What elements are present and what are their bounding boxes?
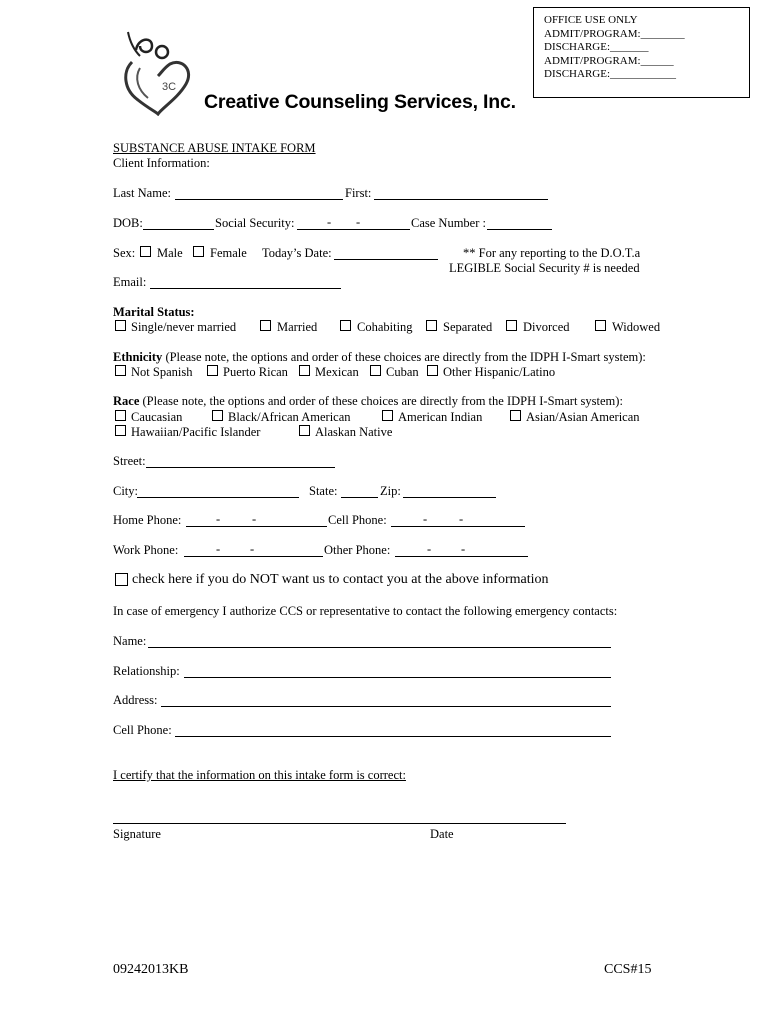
female-label: Female <box>210 246 247 260</box>
race-option-label: Hawaiian/Pacific Islander <box>131 425 261 439</box>
marital-option-label: Single/never married <box>131 320 237 334</box>
phone-dash: - <box>423 512 428 526</box>
dob-label: DOB: <box>113 216 143 230</box>
emergency-authorization: In case of emergency I authorize CCS or representative to contact the following emergency contacts: <box>113 604 618 618</box>
work-phone-label: Work Phone: <box>113 543 179 557</box>
emergency-address-label: Address: <box>113 693 158 707</box>
marital-option-label: Separated <box>443 320 493 334</box>
office-use-line: DISCHARGE:_______ <box>544 41 649 53</box>
office-use-line: OFFICE USE ONLY <box>544 14 638 26</box>
certify-statement: I certify that the information on this intake form is correct: <box>113 768 406 782</box>
marital-divorced-checkbox[interactable] <box>506 320 517 331</box>
email-field[interactable] <box>150 288 341 289</box>
first-name-label: First: <box>345 186 372 200</box>
ethnicity-cuban-checkbox[interactable] <box>370 365 381 376</box>
zip-field[interactable] <box>403 497 496 498</box>
race-option-label: American Indian <box>398 410 483 424</box>
dob-field[interactable] <box>143 229 214 230</box>
race-asian-checkbox[interactable] <box>510 410 521 421</box>
ethnicity-mexican-checkbox[interactable] <box>299 365 310 376</box>
street-field[interactable] <box>146 467 335 468</box>
male-label: Male <box>157 246 183 260</box>
footer-form-number: CCS#15 <box>604 962 652 977</box>
zip-label: Zip: <box>380 484 401 498</box>
email-label: Email: <box>113 275 147 289</box>
race-option-label: Caucasian <box>131 410 183 424</box>
footer-form-code: 09242013KB <box>113 962 189 977</box>
company-name: Creative Counseling Services, Inc. <box>204 91 516 113</box>
phone-dash: - <box>252 512 257 526</box>
ethnicity-not-spanish-checkbox[interactable] <box>115 365 126 376</box>
phone-dash: - <box>216 542 221 556</box>
date-label: Date <box>430 827 454 841</box>
no-contact-checkbox[interactable] <box>115 573 128 586</box>
phone-dash: - <box>250 542 255 556</box>
state-label: State: <box>309 484 338 498</box>
ethnicity-note: (Please note, the options and order of these choices are directly from the IDPH I-Smart system): <box>162 350 646 364</box>
ssn-dash: - <box>356 215 361 229</box>
cell-phone-field[interactable] <box>391 526 525 527</box>
phone-dash: - <box>459 512 464 526</box>
first-name-field[interactable] <box>374 199 548 200</box>
race-alaskan-checkbox[interactable] <box>299 425 310 436</box>
race-option-label: Black/African American <box>228 410 351 424</box>
race-note: (Please note, the options and order of these choices are directly from the IDPH I-Smart system): <box>139 394 623 408</box>
sex-label: Sex: <box>113 246 136 260</box>
emergency-relationship-field[interactable] <box>184 677 611 678</box>
emergency-cell-label: Cell Phone: <box>113 723 172 737</box>
todays-date-field[interactable] <box>334 259 438 260</box>
marital-single-checkbox[interactable] <box>115 320 126 331</box>
ccs-heart-figure-icon <box>118 28 198 116</box>
race-caucasian-checkbox[interactable] <box>115 410 126 421</box>
todays-date-label: Today’s Date: <box>262 246 332 260</box>
svg-text:3C: 3C <box>162 81 177 93</box>
marital-option-label: Widowed <box>612 320 661 334</box>
race-hawaiian-checkbox[interactable] <box>115 425 126 436</box>
ethnicity-option-label: Puerto Rican <box>223 365 288 379</box>
form-title: SUBSTANCE ABUSE INTAKE FORM <box>113 141 316 155</box>
ethnicity-heading: Ethnicity <box>113 350 163 364</box>
other-phone-label: Other Phone: <box>324 543 391 557</box>
emergency-name-field[interactable] <box>148 647 611 648</box>
ssn-label: Social Security: <box>215 216 295 230</box>
emergency-address-field[interactable] <box>161 706 611 707</box>
ethnicity-option-label: Cuban <box>386 365 419 379</box>
city-field[interactable] <box>137 497 299 498</box>
no-contact-label: check here if you do NOT want us to contact you at the above information <box>132 572 549 587</box>
race-american-indian-checkbox[interactable] <box>382 410 393 421</box>
marital-status-heading: Marital Status: <box>113 305 195 319</box>
last-name-field[interactable] <box>175 199 343 200</box>
case-number-label: Case Number : <box>411 216 486 230</box>
race-heading: Race <box>113 394 140 408</box>
signature-label: Signature <box>113 827 161 841</box>
ssn-field[interactable] <box>297 229 410 230</box>
marital-married-checkbox[interactable] <box>260 320 271 331</box>
office-use-line: ADMIT/PROGRAM:______ <box>544 54 674 67</box>
signature-date-line[interactable] <box>113 823 566 824</box>
race-option-label: Asian/Asian American <box>526 410 640 424</box>
emergency-relationship-label: Relationship: <box>113 664 180 678</box>
home-phone-field[interactable] <box>186 526 327 527</box>
phone-dash: - <box>461 542 466 556</box>
last-name-label: Last Name: <box>113 186 171 200</box>
marital-option-label: Divorced <box>523 320 570 334</box>
race-heading-row <box>113 394 623 409</box>
phone-dash: - <box>427 542 432 556</box>
marital-option-label: Married <box>277 320 318 334</box>
ethnicity-option-label: Not Spanish <box>131 365 193 379</box>
marital-option-label: Cohabiting <box>357 320 413 334</box>
ethnicity-other-checkbox[interactable] <box>427 365 438 376</box>
emergency-cell-field[interactable] <box>175 736 611 737</box>
ethnicity-option-label: Other Hispanic/Latino <box>443 365 556 379</box>
client-info-heading: Client Information: <box>113 156 210 170</box>
ethnicity-heading-row <box>113 350 646 365</box>
male-checkbox[interactable] <box>140 246 151 257</box>
marital-separated-checkbox[interactable] <box>426 320 437 331</box>
phone-dash: - <box>216 512 221 526</box>
street-label: Street: <box>113 454 146 468</box>
dota-note-line1: ** For any reporting to the D.O.T.a <box>463 246 641 260</box>
ethnicity-option-label: Mexican <box>315 365 359 379</box>
race-option-label: Alaskan Native <box>315 425 393 439</box>
emergency-name-label: Name: <box>113 634 147 648</box>
marital-widowed-checkbox[interactable] <box>595 320 606 331</box>
race-black-checkbox[interactable] <box>212 410 223 421</box>
home-phone-label: Home Phone: <box>113 513 182 527</box>
marital-cohabiting-checkbox[interactable] <box>340 320 351 331</box>
ssn-dash: - <box>327 215 332 229</box>
office-use-line: ADMIT/PROGRAM:________ <box>544 27 685 40</box>
state-field[interactable] <box>341 497 378 498</box>
female-checkbox[interactable] <box>193 246 204 257</box>
office-use-box <box>533 7 750 98</box>
office-use-line: DISCHARGE:____________ <box>544 68 677 80</box>
ethnicity-puerto-rican-checkbox[interactable] <box>207 365 218 376</box>
dota-note-line2: LEGIBLE Social Security # is needed <box>449 261 640 275</box>
case-number-field[interactable] <box>487 229 552 230</box>
city-label: City: <box>113 484 139 498</box>
cell-phone-label: Cell Phone: <box>328 513 387 527</box>
